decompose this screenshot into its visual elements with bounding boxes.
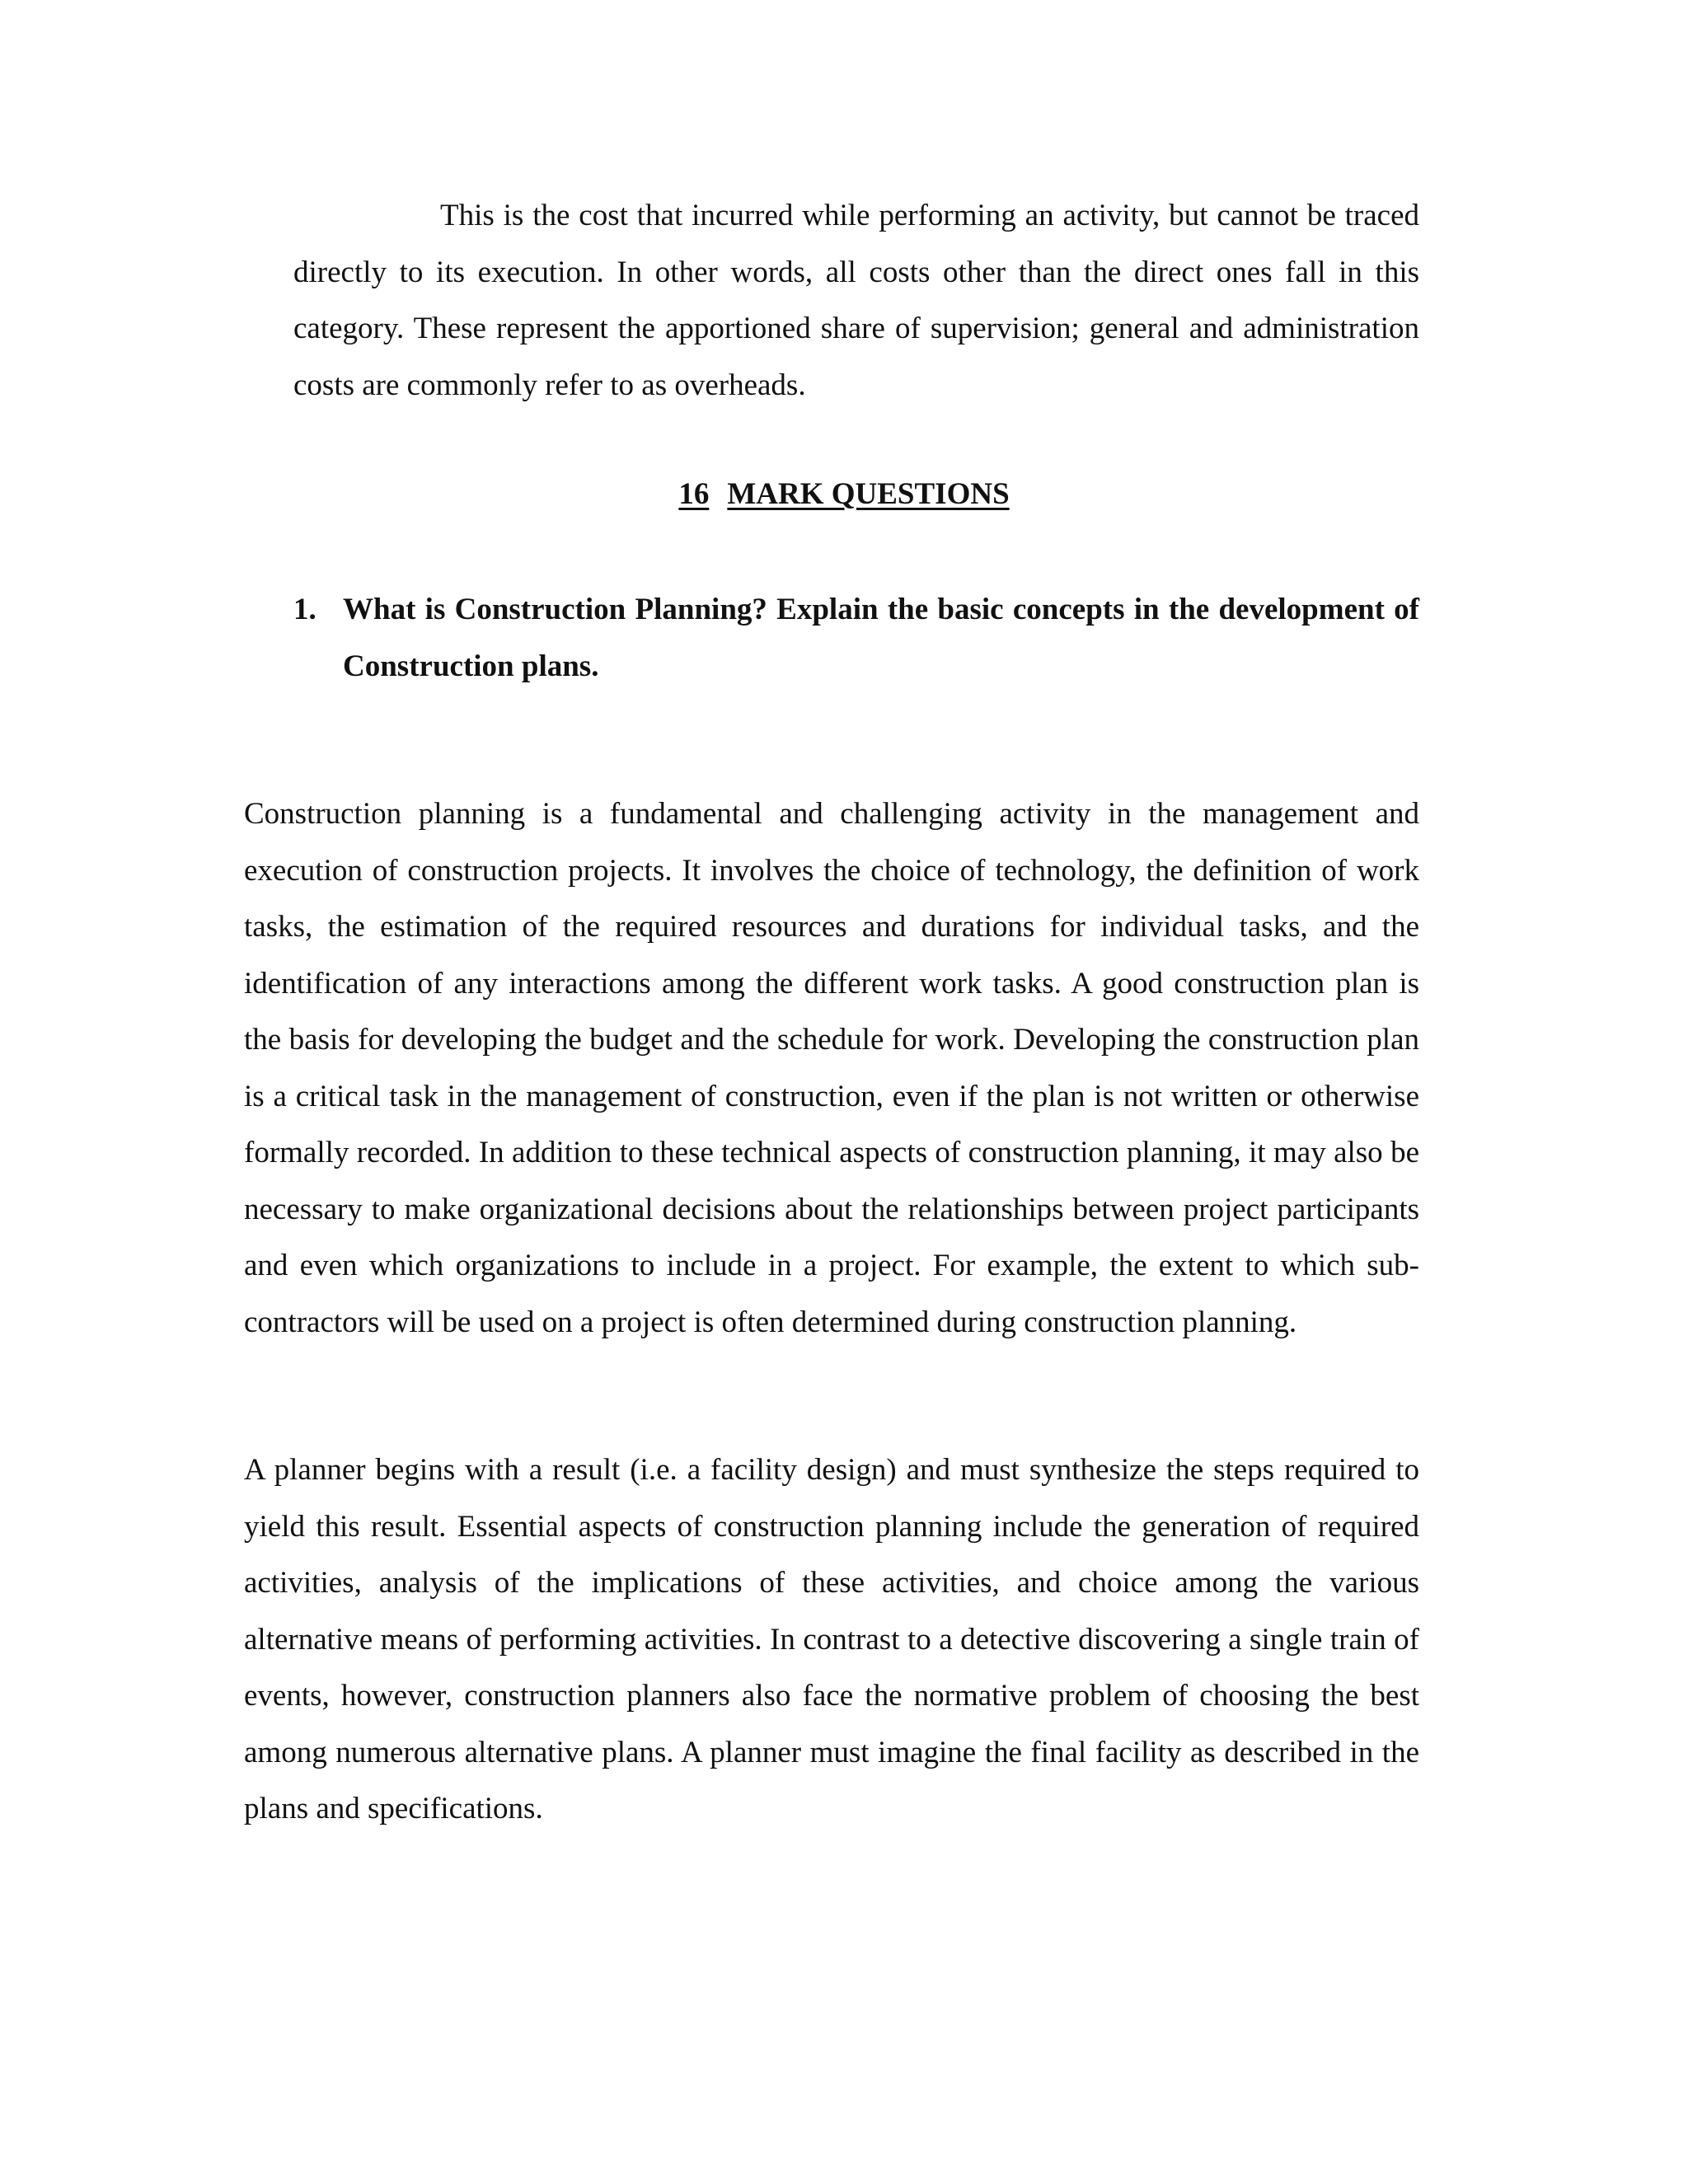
body-paragraph-1: Construction planning is a fundamental and challenging activity in the management and execution of construction projects. It involves the choice of technology, the definition of work tasks, the estimation of the required resources and durations for individual tasks, and the identification of any interactions among the different work tasks. A good construction plan is the basis for developing the budget and the schedule for work. Developing the construction plan is a critical task in the management of construction, even if the plan is not written or otherwise formally recorded. In addition to these technical aspects of construction planning, it may also be necessary to make organizational decisions about the relationships between project participants and even which organizations to include in a project. For example, the extent to which sub-contractors will be used on a project is often determined during construction planning. (244, 797, 1419, 1339)
section-heading-title: MARK QUESTIONS (727, 477, 1010, 511)
question-number: 1. (293, 593, 316, 626)
section-heading-number: 16 (678, 477, 710, 511)
intro-paragraph: This is the cost that incurred while performing an activity, but cannot be traced directly to its execution. In other words, all costs other than the direct ones fall in this category. These represent the apportioned share of supervision; general and administration costs are commonly refer to as overheads. (293, 199, 1419, 402)
body-paragraph-2: A planner begins with a result (i.e. a facility design) and must synthesize the steps required to yield this result. Essential aspects of construction planning include the generation of required activities, analysis of the implications of these activities, and choice among the various alternative means of performing activities. In contrast to a detective discovering a single train of events, however, construction planners also face the normative problem of choosing the best among numerous alternative plans. A planner must imagine the final facility as described in the plans and specifications. (244, 1453, 1419, 1825)
question-1 (293, 582, 1419, 695)
section-heading (0, 466, 1688, 523)
question-text: What is Construction Planning? Explain the basic concepts in the development of Construction plans. (343, 593, 1419, 683)
